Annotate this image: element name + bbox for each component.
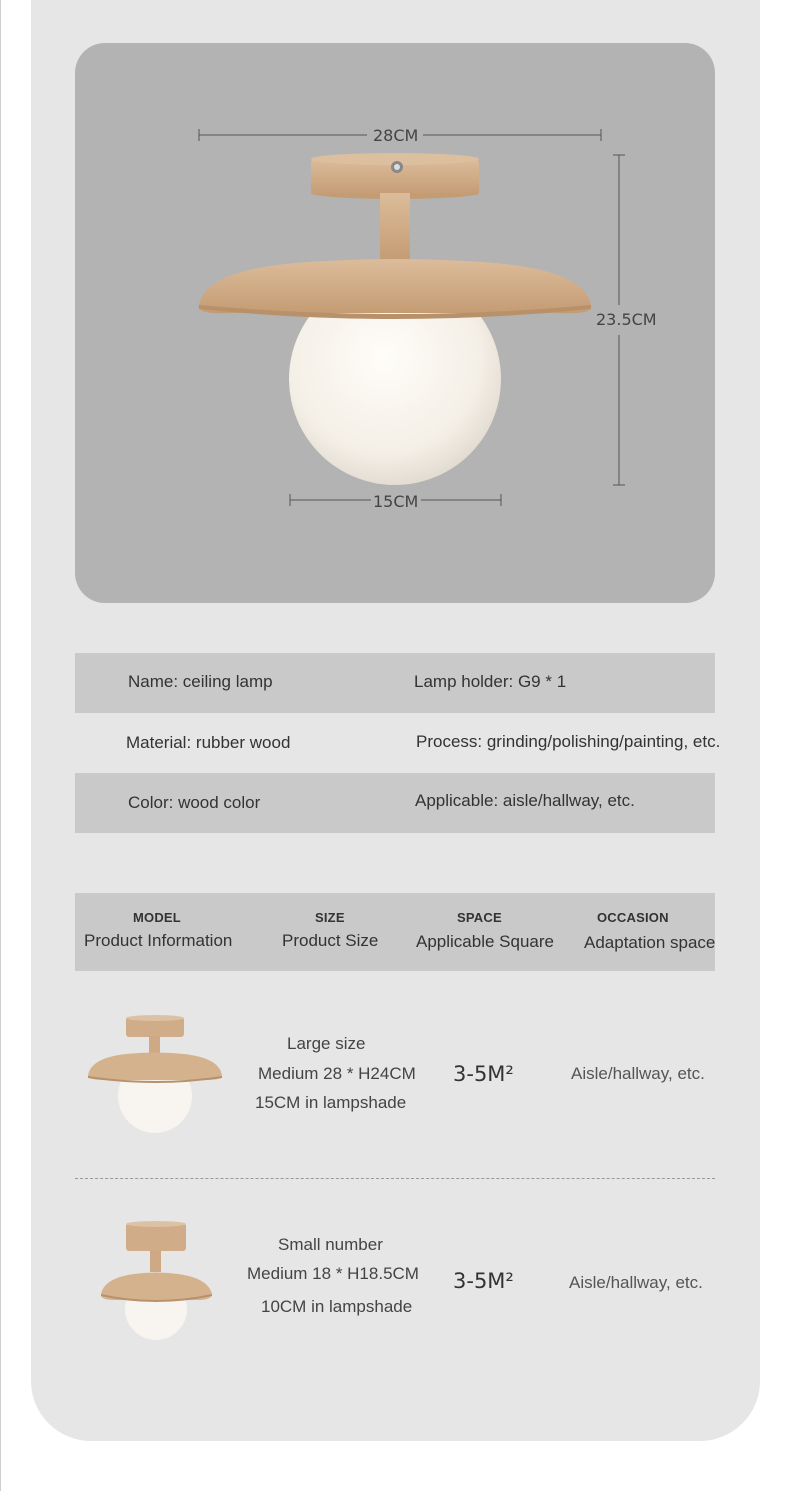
row-divider	[75, 1178, 715, 1179]
header-model: MODEL	[133, 910, 181, 925]
small-lamp-thumbnail	[98, 1220, 216, 1344]
product-table-header	[75, 893, 715, 971]
small-size-dimensions: Medium 18 * H18.5CM	[247, 1264, 419, 1283]
spec-row-material	[75, 713, 721, 773]
large-size-title: Large size	[287, 1034, 366, 1053]
header-size-sub: Product Size	[282, 931, 379, 950]
large-lamp-thumbnail	[86, 1014, 226, 1138]
ceiling-lamp-illustration	[199, 153, 592, 485]
large-occasion-value: Aisle/hallway, etc.	[571, 1064, 705, 1083]
spec-lamp-holder: Lamp holder: G9 * 1	[414, 672, 567, 691]
small-occasion-value: Aisle/hallway, etc.	[569, 1273, 703, 1292]
spec-name: Name: ceiling lamp	[128, 672, 273, 691]
spec-material: Material: rubber wood	[126, 733, 291, 752]
page-edge-line	[0, 0, 1, 1491]
small-size-title: Small number	[278, 1235, 383, 1254]
large-space-value: 3-5M²	[453, 1062, 514, 1086]
large-size-shade: 15CM in lampshade	[255, 1093, 407, 1112]
header-occasion: OCCASION	[597, 910, 669, 925]
spec-color: Color: wood color	[128, 793, 261, 812]
small-size-shade: 10CM in lampshade	[261, 1297, 413, 1316]
spec-row-color	[75, 773, 715, 833]
header-model-sub: Product Information	[84, 931, 233, 950]
width-dimension-label: 28CM	[373, 126, 419, 145]
small-space-value: 3-5M²	[453, 1269, 514, 1293]
spec-row-name	[75, 653, 715, 713]
spec-applicable: Applicable: aisle/hallway, etc.	[415, 791, 635, 810]
dimension-diagram	[75, 43, 715, 603]
header-space: SPACE	[457, 910, 502, 925]
header-space-sub: Applicable Square	[416, 932, 554, 951]
large-size-dimensions: Medium 28 * H24CM	[258, 1064, 416, 1083]
height-dimension-label: 23.5CM	[596, 310, 657, 329]
header-occasion-sub: Adaptation space	[584, 933, 716, 952]
globe-dimension-label: 15CM	[373, 492, 419, 511]
header-size: SIZE	[315, 910, 345, 925]
spec-process: Process: grinding/polishing/painting, etc.	[416, 732, 721, 751]
